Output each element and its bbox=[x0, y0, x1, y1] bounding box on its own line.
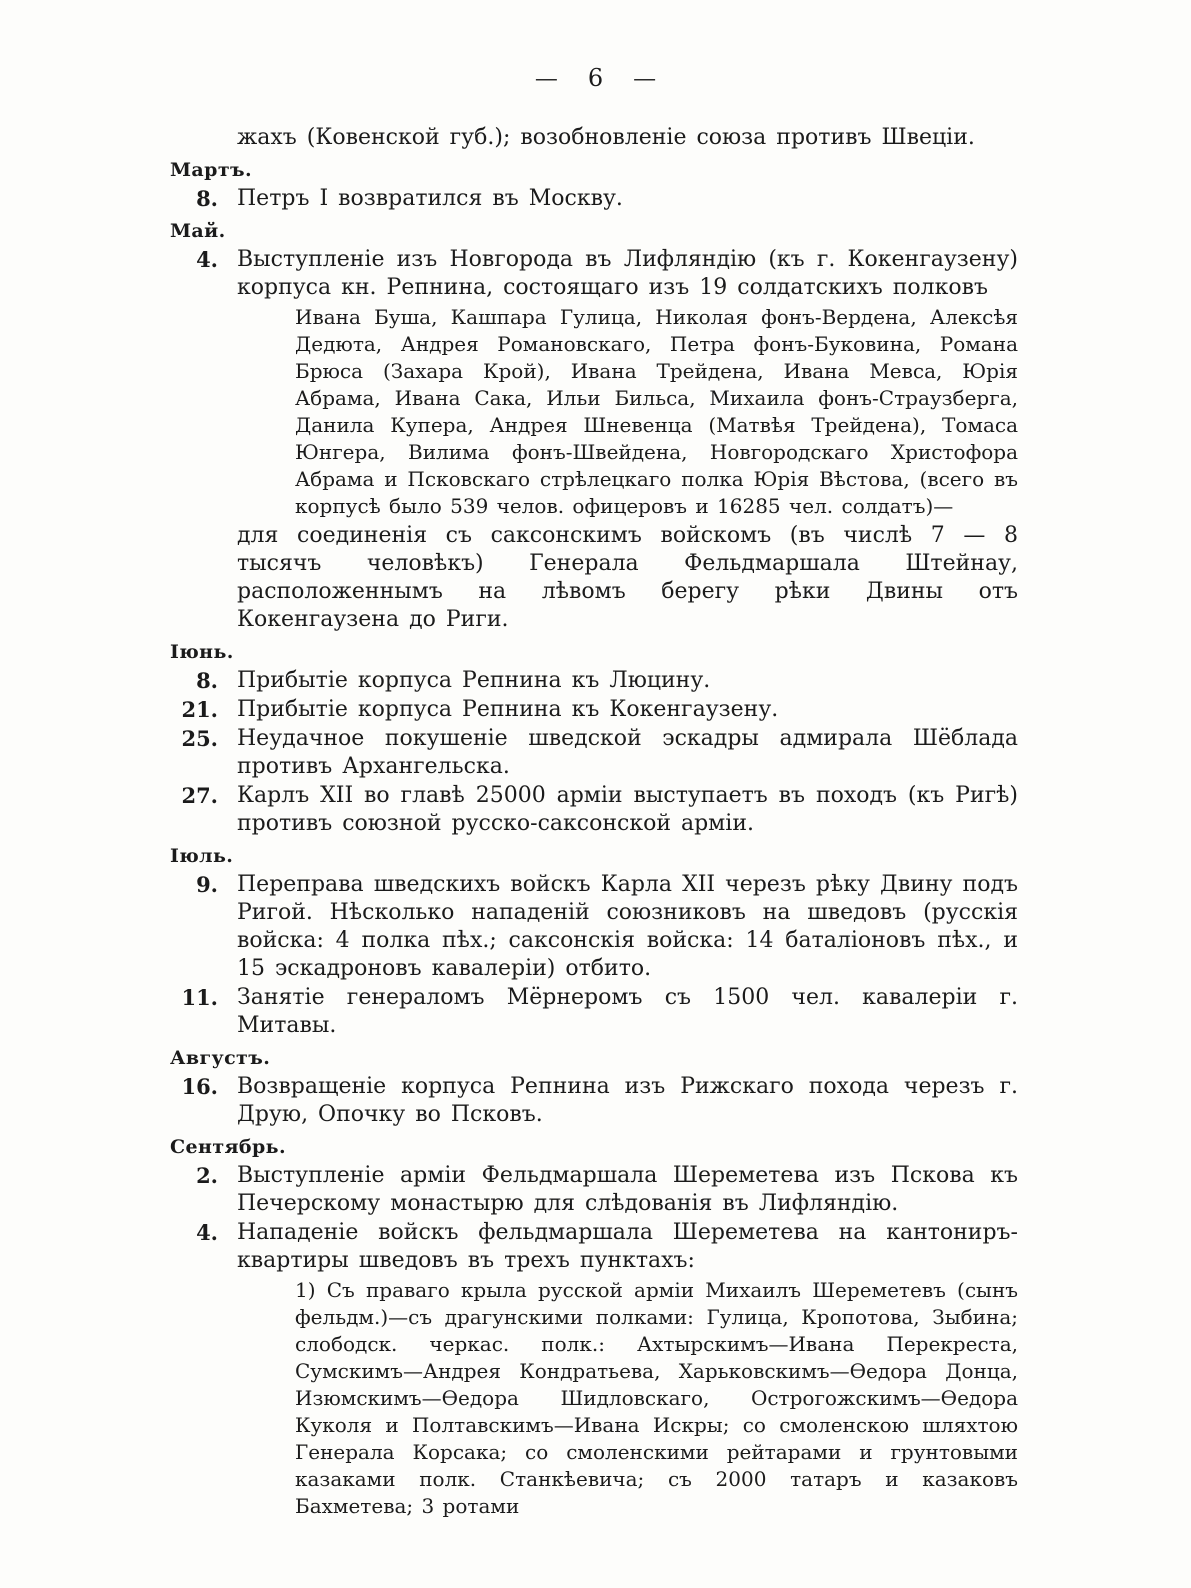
event-entry bbox=[170, 1162, 1018, 1218]
event-day: 21. bbox=[181, 697, 218, 722]
event-day: 25. bbox=[181, 726, 218, 751]
event-entry bbox=[170, 782, 1018, 838]
event-text: Карлъ XII во главѣ 25000 арміи выступаетъ въ походъ (къ Ригѣ) противъ союзной русско-саксонской арміи. bbox=[237, 783, 1018, 836]
event-text: Возвращеніе корпуса Репнина изъ Рижскаго похода черезъ г. Друю, Опочку во Псковъ. bbox=[237, 1074, 1018, 1127]
event-day: 16. bbox=[181, 1074, 218, 1099]
event-day: 8. bbox=[196, 186, 218, 211]
month-label-may: Май. bbox=[170, 220, 226, 242]
event-text-continuation: для соединенія съ саксонскимъ войскомъ (въ числѣ 7 — 8 тысячъ человѣкъ) Генерала Фельдмаршала Штейнау, расположеннымъ на лѣвомъ берегу рѣки Двины отъ Кокенгаузена до Риги. bbox=[237, 523, 1018, 632]
event-entry bbox=[170, 1219, 1018, 1275]
event-text: Выступленіе изъ Новгорода въ Лифляндію (къ г. Кокенгаузену) корпуса кн. Репнина, состоящаго изъ 19 солдатскихъ полковъ bbox=[237, 247, 1018, 300]
event-entry bbox=[170, 984, 1018, 1040]
event-text: Занятіе генераломъ Мёрнеромъ съ 1500 чел. кавалеріи г. Митавы. bbox=[237, 985, 1018, 1038]
event-text: Прибытіе корпуса Репнина къ Кокенгаузену. bbox=[237, 697, 779, 722]
event-entry bbox=[170, 185, 1018, 213]
continuation-line: жахъ (Ковенской губ.); возобновленіе союза противъ Швеціи. bbox=[237, 125, 975, 150]
header-dash-right: — bbox=[633, 66, 657, 92]
event-day: 11. bbox=[181, 985, 218, 1010]
month-label-august: Августъ. bbox=[170, 1047, 271, 1069]
event-entry bbox=[170, 696, 1018, 724]
event-day: 4. bbox=[196, 247, 218, 272]
event-text: Петръ I возвратился въ Москву. bbox=[237, 186, 623, 211]
event-day: 8. bbox=[196, 668, 218, 693]
detachment-list: 1) Съ праваго крыла русской арміи Михаилъ Шереметевъ (сынъ фельдм.)—съ драгунскими полками: Гулица, Кропотова, Зыбина; слободск. черкас. полк.: Ахтырскимъ—Ивана Перекреста, Сумскимъ—Андрея Кондратьева, Харьковскимъ—Ѳедора Донца, Изюмскимъ—Ѳедора Шидловскаго, Острогожскимъ—Ѳедора Куколя и Полтавскимъ—Ивана Искры; со смоленскою шляхтою Генерала Корсака; со смоленскими рейтарами и грунтовыми казаками полк. Станкѣевича; съ 2000 татаръ и казаковъ Бахметева; 3 ротами bbox=[295, 1278, 1018, 1518]
month-label-september: Сентябрь. bbox=[170, 1136, 286, 1158]
event-text: Нападеніе войскъ фельдмаршала Шереметева на кантониръ-квартиры шведовъ въ трехъ пунктахъ: bbox=[237, 1220, 1018, 1273]
event-text: Прибытіе корпуса Репнина къ Люцину. bbox=[237, 668, 711, 693]
header-dash-left: — bbox=[534, 66, 558, 92]
event-entry bbox=[170, 667, 1018, 695]
event-text: Переправа шведскихъ войскъ Карла XII черезъ рѣку Двину подъ Ригой. Нѣсколько нападеній союзниковъ на шведовъ (русскія войска: 4 полка пѣх.; саксонскія войска: 14 баталіоновъ пѣх., и 15 эскадроновъ кавалеріи) отбито. bbox=[237, 872, 1018, 981]
event-text: Выступленіе арміи Фельдмаршала Шереметева изъ Пскова къ Печерскому монастырю для слѣдованія въ Лифляндію. bbox=[237, 1163, 1018, 1216]
page-number: 6 bbox=[587, 64, 604, 92]
event-day: 2. bbox=[196, 1163, 218, 1188]
page-header bbox=[0, 64, 1191, 92]
month-label-july: Іюль. bbox=[170, 845, 234, 867]
month-label-march: Мартъ. bbox=[170, 159, 252, 181]
event-day: 4. bbox=[196, 1220, 218, 1245]
event-day: 27. bbox=[181, 783, 218, 808]
event-text: Неудачное покушеніе шведской эскадры адмирала Шёблада противъ Архангельска. bbox=[237, 726, 1018, 779]
regiment-list: Ивана Буша, Кашпара Гулица, Николая фонъ-Вердена, Алексѣя Дедюта, Андрея Романовскаго, Петра фонъ-Буковина, Романа Брюса (Захара Крой), Ивана Трейдена, Ивана Мевса, Юрія Абрама, Ивана Сака, Ильи Бильса, Михаила фонъ-Страузберга, Данила Купера, Андрея Шневенца (Матвѣя Трейдена), Томаса Юнгера, Вилима фонъ-Швейдена, Новгородскаго Христофора Абрама и Псковскаго стрѣлецкаго полка Юрія Вѣстова, (всего въ корпусѣ было 539 челов. офицеровъ и 16285 чел. солдатъ)— bbox=[295, 305, 1018, 518]
event-day: 9. bbox=[196, 872, 218, 897]
event-entry bbox=[170, 725, 1018, 781]
event-entry bbox=[170, 246, 1018, 302]
page-content bbox=[170, 124, 1018, 1522]
event-entry bbox=[170, 1073, 1018, 1129]
event-entry bbox=[170, 871, 1018, 983]
month-label-june: Іюнь. bbox=[170, 641, 234, 663]
